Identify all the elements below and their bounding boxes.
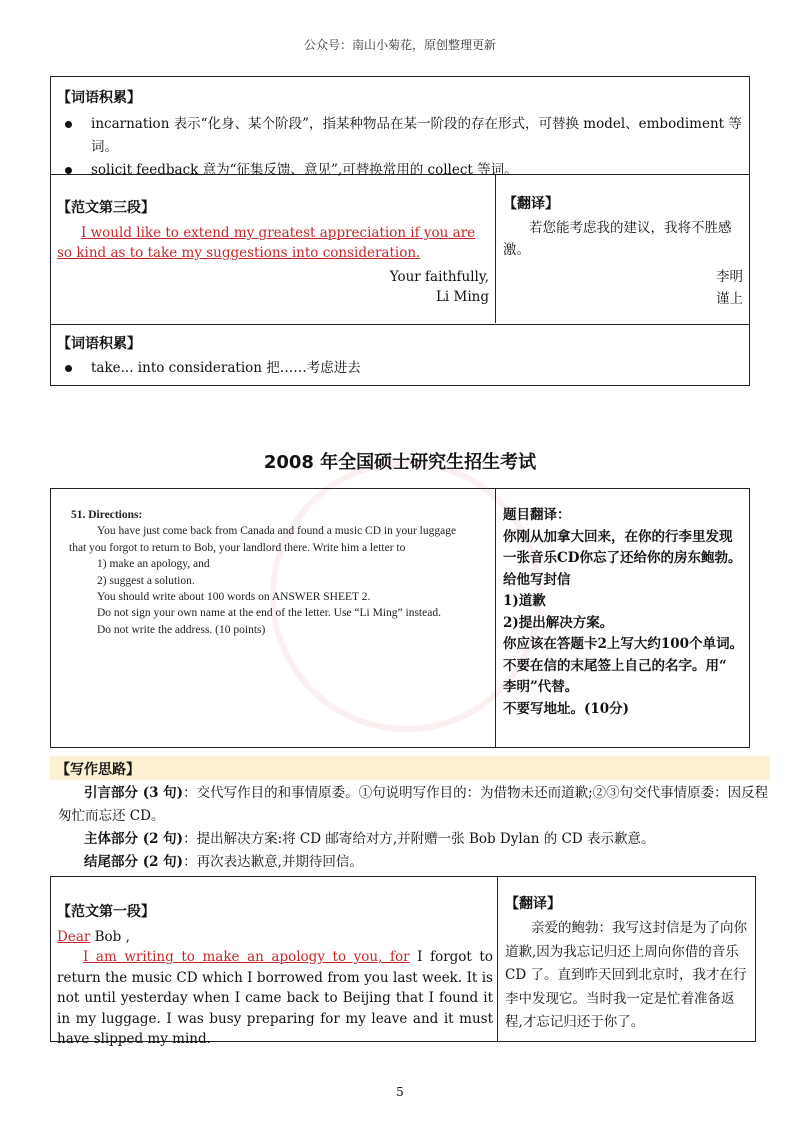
greeting: [57, 927, 493, 947]
translation-label: 【翻译】: [503, 196, 559, 212]
zh-line: 你刚从加拿大回来，在你的行李里发现: [503, 528, 733, 545]
directions-line: 1) make an apology, and: [97, 558, 210, 571]
translation-label: 【翻译】: [505, 896, 561, 912]
greeting-rest: Bob ,: [90, 929, 130, 945]
directions-heading: 51. Directions:: [71, 509, 143, 521]
directions-chinese: [503, 505, 747, 720]
directions-line: that you forgot to return to Bob, your landlord there. Write him a letter to: [69, 541, 406, 554]
bullet-icon: [65, 167, 72, 174]
exam-title: 2008 年全国硕士研究生招生考试: [263, 452, 537, 473]
list-item: take... into consideration 把……考虑进去: [57, 357, 743, 380]
intro-label: 引言部分 (3 句): [84, 785, 184, 801]
directions-table: [50, 488, 750, 748]
list-item: solicit feedback 意为“征集反馈、意见”,可替换常用的 collect 等词。: [57, 159, 743, 182]
idea-intro: [58, 782, 770, 828]
main-text: ：提出解决方案:将 CD 邮寄给对方,并附赠一张 Bob Dylan 的 CD 表示歉意。: [183, 831, 655, 847]
bullet-icon: [65, 365, 72, 372]
page-number: 5: [396, 1085, 404, 1099]
end-text: ：再次表达歉意,并期待回信。: [183, 854, 363, 870]
directions-english: [71, 507, 491, 638]
zh-line: 一张音乐CD你忘了还给你的房东鲍勃。: [503, 550, 742, 566]
signature: Li Ming: [435, 289, 489, 305]
closing: Your faithfully,: [389, 269, 489, 285]
idea-label: 【写作思路】: [56, 762, 140, 778]
idea-main: [58, 828, 770, 851]
directions-line: Do not write the address. (10 points): [97, 623, 266, 636]
greeting-red: Dear: [57, 929, 91, 945]
sample-para-1: [57, 901, 493, 1050]
translation-text: 亲爱的鲍勃：我写这封信是为了向你道歉,因为我忘记归还上周向你借的音乐 CD 了。直到昨天回到北京时，我才在行李中发现它。当时我一定是忙着准备返程,才忘记归还于你了。: [505, 920, 747, 1030]
para1-table: [50, 876, 756, 1047]
zh-line: 李明”代替。: [503, 679, 579, 695]
zh-line: 给他写封信: [503, 571, 571, 588]
para1-red: I am writing to make an apology to you, for: [83, 949, 410, 965]
para1-text: [57, 947, 493, 1050]
zh-line: 1)道歉: [503, 593, 546, 609]
para3-text: I would like to extend my greatest appreciation if you are so kind as to take my suggestions into consideration.: [57, 225, 476, 261]
list-item: incarnation 表示“化身、某个阶段”，指某种物品在某一阶段的存在形式，可替换 model、embodiment 等词。: [57, 113, 743, 159]
directions-line: 2) suggest a solution.: [97, 574, 195, 587]
vocab-label: 【词语积累】: [57, 90, 141, 106]
vocab-label: 【词语积累】: [57, 336, 141, 352]
para3-translation: [503, 193, 743, 309]
para1-rest: I forgot to return the music CD which I borrowed from you last week. It is not until yesterday when I came back to Beijing that I found it in my luggage. I was busy preparing for my leave and it must have slipped my mind.: [57, 949, 493, 1047]
para3-label: 【范文第三段】: [57, 200, 155, 216]
translation-name: 李明: [716, 269, 743, 285]
zh-line: 不要写地址。(10分): [503, 700, 630, 717]
translation-closing: 谨上: [716, 291, 743, 307]
directions-line: Do not sign your own name at the end of the letter. Use “Li Ming” instead.: [97, 607, 441, 620]
zh-label: 题目翻译：: [503, 507, 571, 523]
top-table: [50, 76, 750, 386]
main-label: 主体部分 (2 句): [84, 831, 184, 847]
idea-end: [58, 851, 770, 874]
directions-line: You should write about 100 words on ANSWER SHEET 2.: [97, 591, 371, 604]
zh-line: 不要在信的末尾签上自己的名字。用“: [503, 657, 727, 674]
idea-header-bar: [50, 756, 770, 780]
vocab-section-1: [57, 87, 743, 182]
para1-label: 【范文第一段】: [57, 904, 155, 920]
para1-translation: [505, 893, 749, 1035]
zh-line: 你应该在答题卡2上写大约100个单词。: [503, 636, 744, 652]
zh-line: 2)提出解决方案。: [503, 614, 614, 631]
bullet-icon: [65, 121, 72, 128]
vocab-section-2: [57, 333, 743, 380]
end-label: 结尾部分 (2 句): [84, 854, 184, 870]
directions-line: You have just come back from Canada and found a music CD in your luggage: [97, 525, 457, 538]
page-header: 公众号：南山小菊花，原创整理更新: [303, 38, 496, 52]
sample-para-3: [57, 197, 489, 307]
translation-text: 若您能考虑我的建议，我将不胜感激。: [503, 220, 732, 258]
intro-text: ：交代写作目的和事情原委。①句说明写作目的：为借物未还而道歉;②③句交代事情原委：因反程匆忙而忘还 CD。: [58, 785, 769, 824]
